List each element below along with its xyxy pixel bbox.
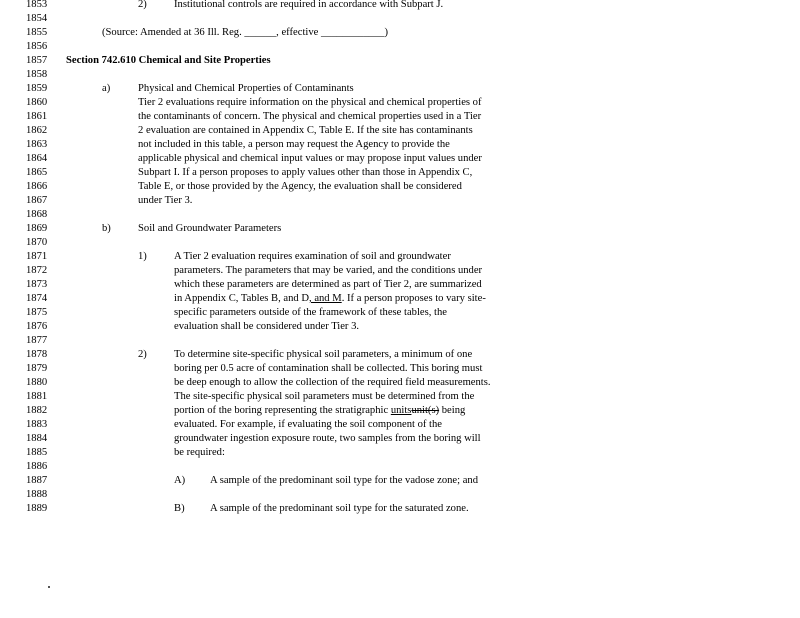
subparagraph-a-label: A) <box>174 475 186 486</box>
body-line: be required: <box>174 447 225 458</box>
line-number: 1868 <box>26 209 48 220</box>
body-text: being <box>439 405 466 416</box>
body-line <box>174 292 486 306</box>
line-number: 1856 <box>26 41 48 52</box>
section-heading: Section 742.610 Chemical and Site Properties <box>66 55 271 66</box>
body-line: which these parameters are determined as part of Tier 2, are summarized <box>174 279 482 290</box>
body-line: specific parameters outside of the framework of these tables, the <box>174 307 447 318</box>
body-line: the contaminants of concern. The physical and chemical properties used in a Tier <box>138 111 482 122</box>
line-number: 1879 <box>26 363 48 374</box>
line-number: 1864 <box>26 153 48 164</box>
line-number: 1885 <box>26 447 48 458</box>
line-number: 1869 <box>26 223 48 234</box>
page-mark <box>48 586 50 588</box>
paragraph-b1-label: 1) <box>138 251 147 262</box>
body-line: boring per 0.5 acre of contamination shall be collected. This boring must <box>174 363 483 374</box>
body-text: portion of the boring representing the stratigraphic <box>174 405 391 416</box>
line-number: 1884 <box>26 433 48 444</box>
line-number: 1860 <box>26 97 48 108</box>
line-number: 1866 <box>26 181 48 192</box>
line-number: 1882 <box>26 405 48 416</box>
body-line: Subpart I. If a person proposes to apply values other than those in Appendix C, <box>138 167 473 178</box>
item-2-text: Institutional controls are required in accordance with Subpart J. <box>174 0 444 10</box>
line-number: 1865 <box>26 167 48 178</box>
subparagraph-a-text: A sample of the predominant soil type for the vadose zone; and <box>210 475 479 486</box>
subsection-a-label: a) <box>102 83 111 94</box>
line-number: 1870 <box>26 237 48 248</box>
line-number: 1887 <box>26 475 48 486</box>
subsection-b-label: b) <box>102 223 111 234</box>
body-line: not included in this table, a person may request the Agency to provide the <box>138 139 450 150</box>
line-number: 1888 <box>26 489 48 500</box>
subsection-b-title: Soil and Groundwater Parameters <box>138 223 282 234</box>
line-number: 1877 <box>26 335 48 346</box>
body-line: A Tier 2 evaluation requires examination of soil and groundwater <box>174 251 451 262</box>
body-line: applicable physical and chemical input values or may propose input values under <box>138 153 482 164</box>
body-line: be deep enough to allow the collection of the required field measurements. <box>174 377 491 388</box>
source-note: (Source: Amended at 36 Ill. Reg. ______, effective ____________) <box>102 27 389 38</box>
line-number: 1859 <box>26 83 48 94</box>
line-number: 1858 <box>26 69 48 80</box>
line-number: 1854 <box>26 13 48 24</box>
body-line: 2 evaluation are contained in Appendix C, Table E. If the site has contaminants <box>138 125 473 136</box>
line-number: 1875 <box>26 307 48 318</box>
body-line: To determine site-specific physical soil parameters, a minimum of one <box>174 349 473 360</box>
line-number: 1883 <box>26 419 48 430</box>
subparagraph-b-label: B) <box>174 503 185 514</box>
item-2-label: 2) <box>138 0 147 10</box>
line-number: 1855 <box>26 27 48 38</box>
body-line: under Tier 3. <box>138 195 193 206</box>
line-number: 1873 <box>26 279 48 290</box>
body-text: . If a person proposes to vary site- <box>341 293 486 304</box>
body-line: groundwater ingestion exposure route, two samples from the boring will <box>174 433 481 444</box>
line-number: 1861 <box>26 111 48 122</box>
line-number: 1874 <box>26 293 48 304</box>
line-number: 1878 <box>26 349 48 360</box>
inserted-text: units <box>390 405 412 416</box>
body-line <box>174 404 465 418</box>
body-line: Table E, or those provided by the Agency, the evaluation shall be considered <box>138 181 462 192</box>
line-number: 1871 <box>26 251 48 262</box>
body-line: The site-specific physical soil parameters must be determined from the <box>174 391 475 402</box>
body-text: in Appendix C, Tables B, and D <box>174 293 310 304</box>
line-number: 1872 <box>26 265 48 276</box>
line-number: 1876 <box>26 321 48 332</box>
line-number: 1857 <box>26 55 48 66</box>
deleted-text: unit(s) <box>411 405 440 416</box>
body-line: evaluated. For example, if evaluating the soil component of the <box>174 419 442 430</box>
line-number: 1862 <box>26 125 48 136</box>
line-number: 1867 <box>26 195 48 206</box>
body-line: Tier 2 evaluations require information on the physical and chemical properties of <box>138 97 482 108</box>
inserted-text: , and M <box>309 293 342 304</box>
line-number: 1880 <box>26 377 48 388</box>
paragraph-b2-label: 2) <box>138 349 147 360</box>
subparagraph-b-text: A sample of the predominant soil type for the saturated zone. <box>210 503 469 514</box>
line-number: 1889 <box>26 503 48 514</box>
body-line: evaluation shall be considered under Tier 3. <box>174 321 360 332</box>
line-number: 1886 <box>26 461 48 472</box>
line-number: 1863 <box>26 139 48 150</box>
subsection-a-title: Physical and Chemical Properties of Contaminants <box>138 83 354 94</box>
body-line: parameters. The parameters that may be varied, and the conditions under <box>174 265 483 276</box>
line-number: 1881 <box>26 391 48 402</box>
line-number: 1853 <box>26 0 48 10</box>
